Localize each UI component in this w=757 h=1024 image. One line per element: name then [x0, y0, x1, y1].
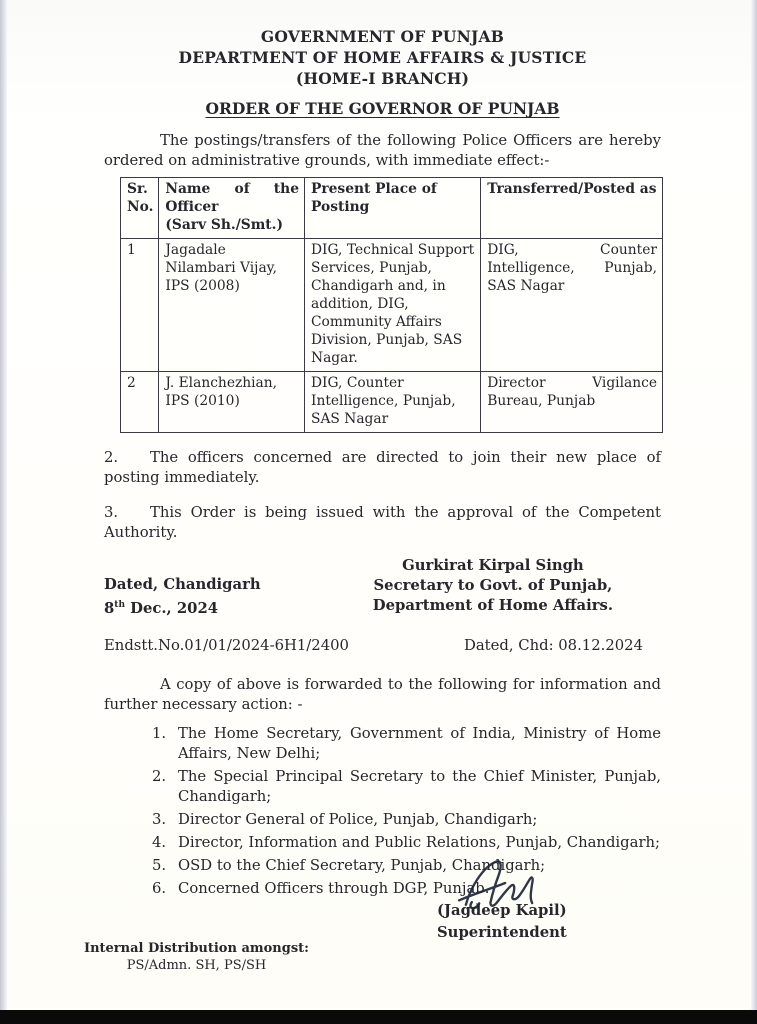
- handwritten-signature-icon: [446, 849, 546, 920]
- recipient-item: [152, 724, 661, 764]
- cell-present-posting: DIG, Technical Support Services, Punjab, Chandigarh and, in addition, DIG, Community Affairs Division, Punjab, SAS Nagar.: [305, 239, 481, 372]
- recipient-item: [152, 856, 661, 876]
- cell-sr: 1: [121, 239, 159, 372]
- intro-paragraph: The postings/transfers of the following Police Officers are hereby ordered on administrative grounds, with immediate effect:-: [104, 132, 661, 169]
- doc-header: [104, 26, 661, 89]
- signatory-name: Gurkirat Kirpal Singh: [402, 557, 584, 574]
- signature-block: [437, 900, 661, 944]
- col-header-sr-no: Sr. No.: [121, 178, 159, 239]
- table-header-row: [121, 178, 663, 239]
- cell-transferred: DIG, Counter Intelligence, Punjab, SAS Nagar: [481, 239, 663, 372]
- photo-left-edge: [0, 0, 7, 1010]
- endstt-date: Dated, Chd: 08.12.2024: [463, 636, 643, 654]
- para-2-number: 2.: [104, 449, 119, 466]
- signature-title: Superintendent: [437, 923, 567, 941]
- recipient-number: 4.: [152, 833, 167, 851]
- cell-officer-name: Jagadale Nilambari Vijay, IPS (2008): [159, 239, 305, 372]
- col-header-transferred: Transferred/Posted as: [481, 178, 663, 239]
- postings-table: [120, 177, 663, 433]
- header-line-government: GOVERNMENT OF PUNJAB: [260, 27, 505, 46]
- para-3-number: 3.: [104, 504, 119, 521]
- signatory-block: [373, 556, 613, 619]
- recipient-item: [152, 833, 661, 853]
- table-row: [121, 372, 663, 433]
- signature-date-row: [104, 556, 661, 619]
- cell-officer-name: J. Elanchezhian, IPS (2010): [159, 372, 305, 433]
- recipient-text: Director, Information and Public Relations, Punjab, Chandigarh;: [178, 833, 661, 851]
- footer-value: PS/Admn. SH, PS/SH: [126, 958, 267, 973]
- document-body: [104, 26, 661, 944]
- header-line-department: DEPARTMENT OF HOME AFFAIRS & JUSTICE: [178, 48, 587, 67]
- footer-internal-distribution: [84, 940, 309, 974]
- date-place: Dated, Chandigarh: [104, 576, 261, 593]
- para-2: [104, 448, 661, 488]
- header-line-branch: (HOME-I BRANCH): [295, 69, 470, 88]
- endstt-number: Endstt.No.01/01/2024-6H1/2400: [104, 636, 349, 654]
- recipient-item: [152, 810, 661, 830]
- recipient-text: The Special Principal Secretary to the Chief Minister, Punjab, Chandigarh;: [178, 767, 661, 805]
- date-value: 8th Dec., 2024: [104, 599, 219, 617]
- para-3-text: This Order is being issued with the approval of the Competent Authority.: [104, 504, 661, 541]
- para-2-text: The officers concerned are directed to join their new place of posting immediately.: [104, 449, 661, 486]
- col-header-present-posting: Present Place of Posting: [305, 178, 481, 239]
- recipient-text: OSD to the Chief Secretary, Punjab, Chandigarh;: [178, 856, 546, 874]
- endstt-line: [104, 636, 661, 656]
- recipient-text: Director General of Police, Punjab, Chandigarh;: [178, 810, 538, 828]
- cell-present-posting: DIG, Counter Intelligence, Punjab, SAS Nagar: [305, 372, 481, 433]
- table-row: [121, 239, 663, 372]
- photo-bottom-black-bar: [0, 1010, 757, 1024]
- footer-label: Internal Distribution amongst:: [84, 941, 309, 956]
- recipient-number: 6.: [152, 879, 167, 897]
- order-title: ORDER OF THE GOVERNOR OF PUNJAB: [205, 99, 560, 118]
- signatory-department: Department of Home Affairs.: [372, 597, 613, 614]
- recipient-item: [152, 767, 661, 807]
- para-3: [104, 503, 661, 543]
- recipient-item: [152, 879, 661, 899]
- col-header-officer-name: Name of the Officer (Sarv Sh./Smt.): [159, 178, 305, 239]
- cell-sr: 2: [121, 372, 159, 433]
- recipient-number: 3.: [152, 810, 167, 828]
- recipient-number: 2.: [152, 767, 167, 785]
- signature-name: (Jagdeep Kapil): [437, 901, 567, 919]
- recipients-list: [152, 724, 661, 899]
- recipient-text: The Home Secretary, Government of India, Ministry of Home Affairs, New Delhi;: [178, 724, 661, 762]
- date-block: [104, 575, 261, 619]
- signatory-designation: Secretary to Govt. of Punjab,: [373, 577, 613, 594]
- recipient-number: 1.: [152, 724, 167, 742]
- forward-note: A copy of above is forwarded to the following for information and further necessary action: -: [104, 675, 661, 713]
- recipient-text: Concerned Officers through DGP, Punjab.: [178, 879, 490, 897]
- recipient-number: 5.: [152, 856, 167, 874]
- photo-right-edge: [751, 0, 757, 1010]
- cell-transferred: Director Vigilance Bureau, Punjab: [481, 372, 663, 433]
